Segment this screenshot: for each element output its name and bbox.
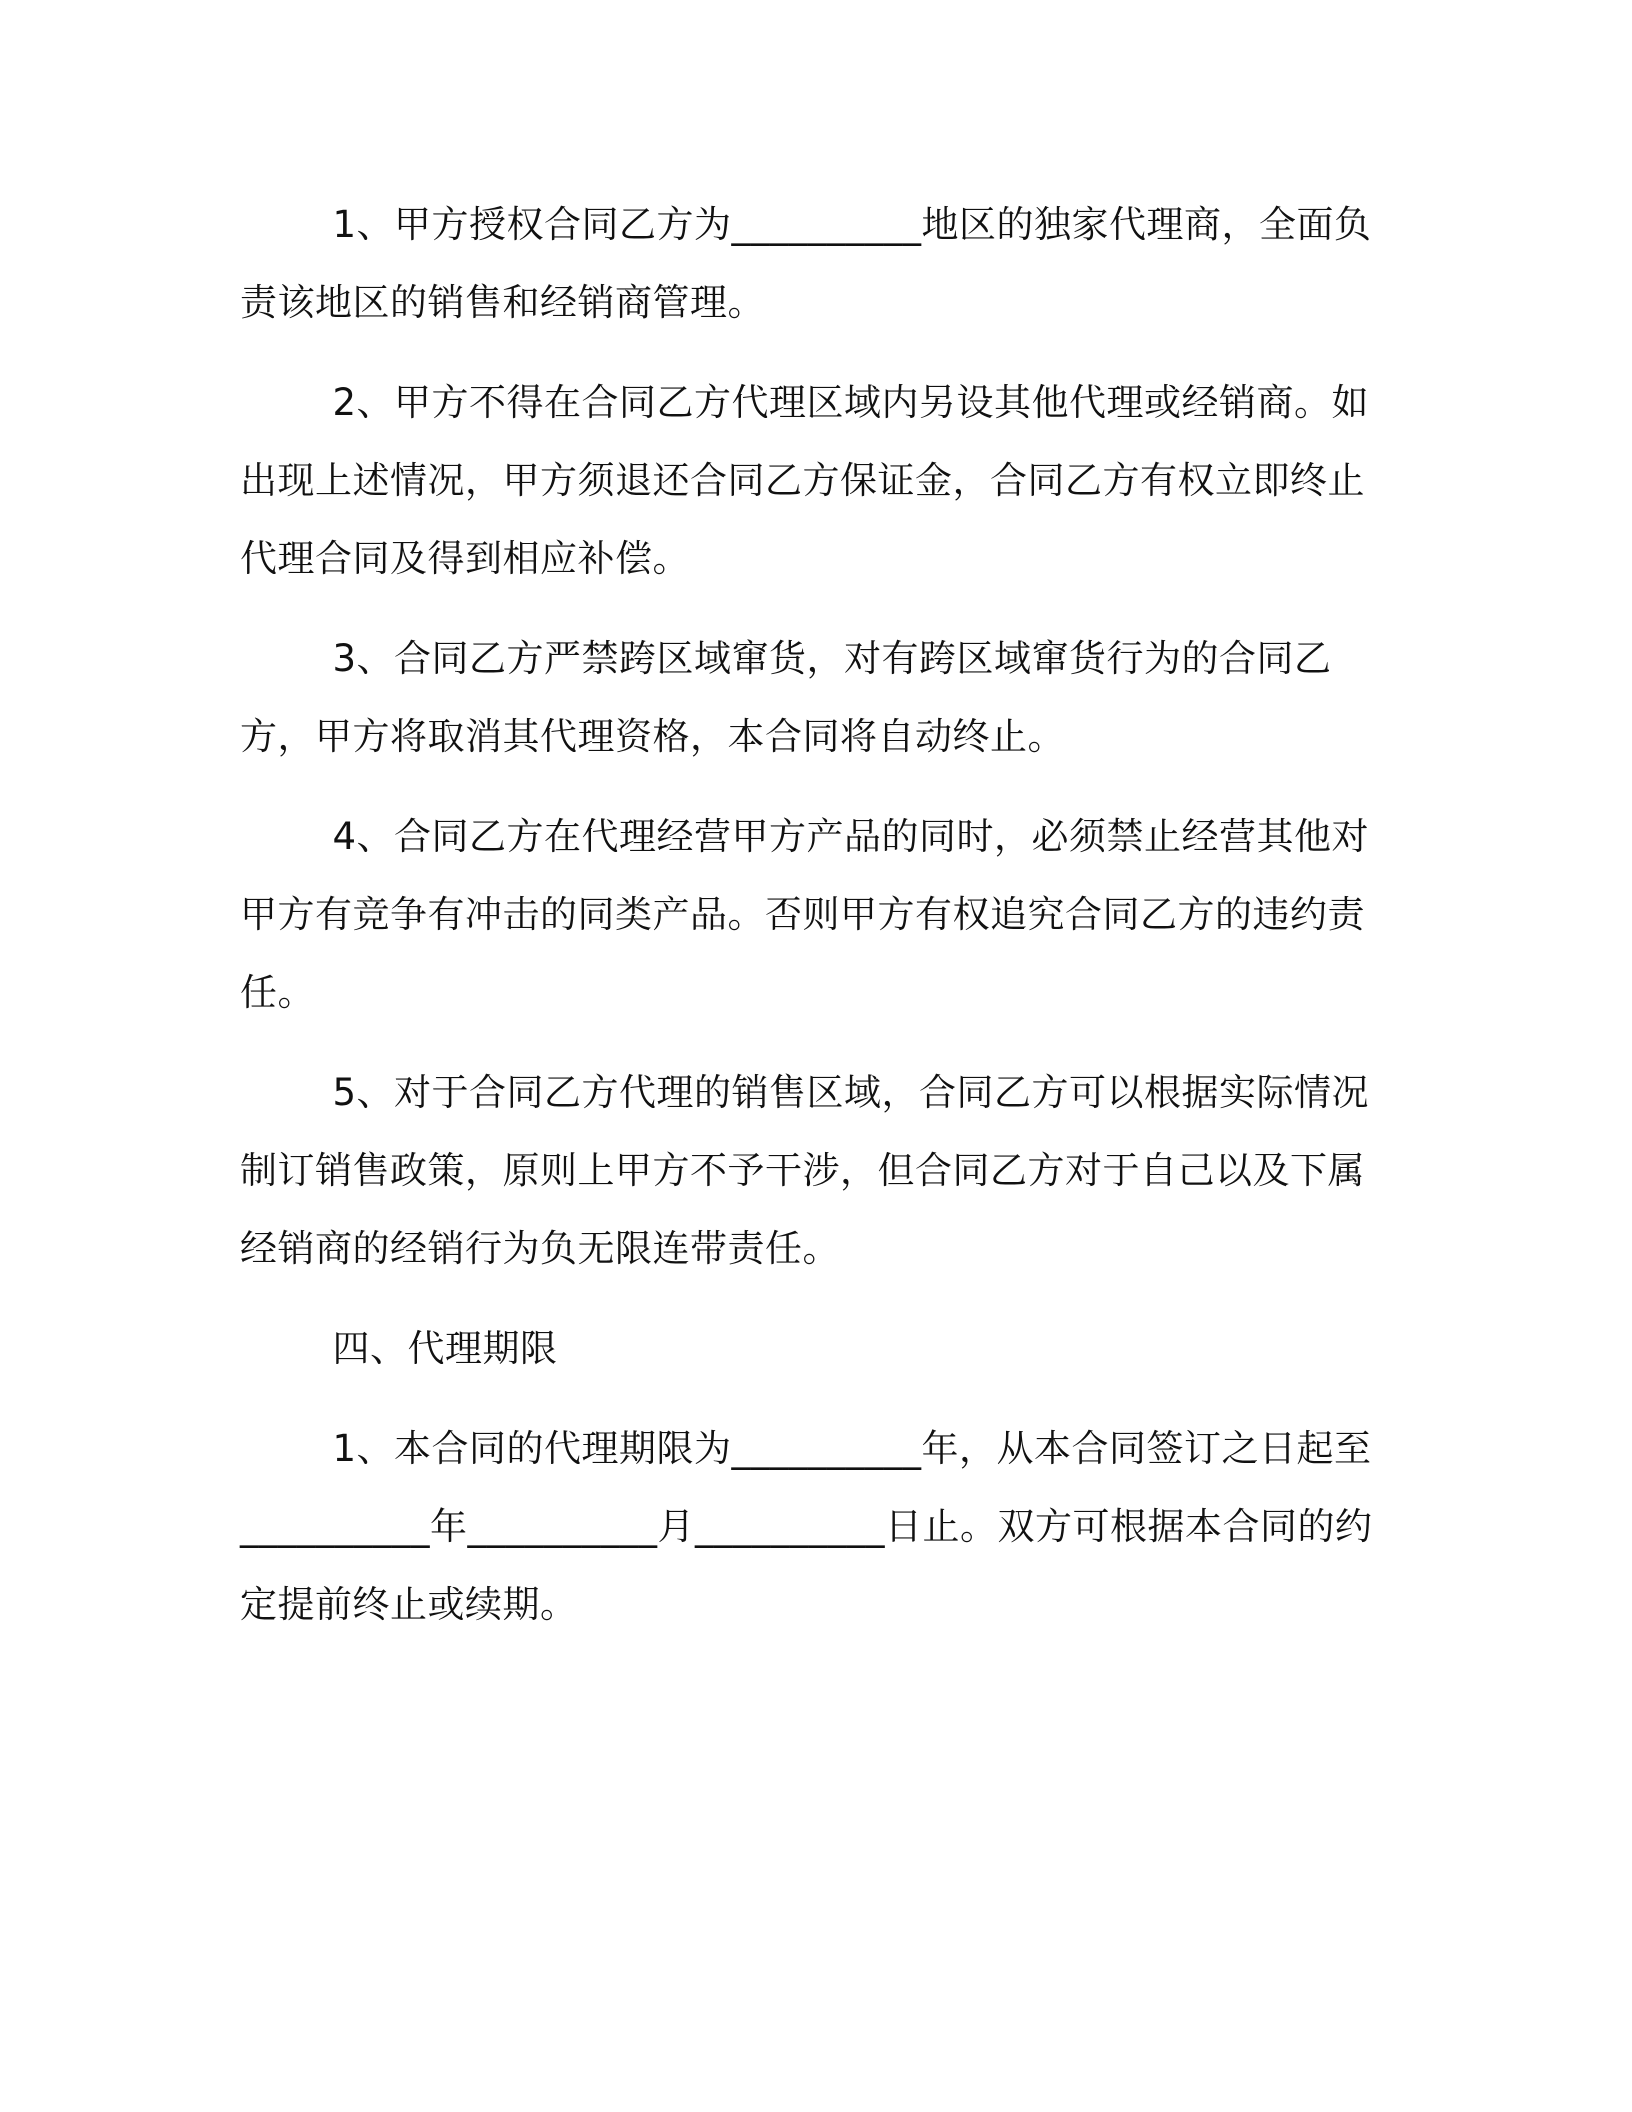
- clause-1-exclusive-agent: 1、甲方授权合同乙方为__________地区的独家代理商，全面负责该地区的销售和经销商管理。: [240, 203, 1372, 324]
- clause-2-no-other-agents: 2、甲方不得在合同乙方代理区域内另设其他代理或经销商。如出现上述情况，甲方须退还合同乙方保证金，合同乙方有权立即终止代理合同及得到相应补偿。: [240, 381, 1370, 580]
- clause-4-non-compete: 4、合同乙方在代理经营甲方产品的同时，必须禁止经营其他对甲方有竞争有冲击的同类产品。否则甲方有权追究合同乙方的违约责任。: [240, 815, 1370, 1014]
- term-clause-1-duration: 1、本合同的代理期限为__________年，从本合同签订之日起至__________年__________月__________日止。双方可根据本合同的约定提前终止或续期。: [240, 1427, 1373, 1626]
- clause-5-sales-policy: 5、对于合同乙方代理的销售区域，合同乙方可以根据实际情况制订销售政策，原则上甲方不予干涉，但合同乙方对于自己以及下属经销商的经销行为负无限连带责任。: [240, 1071, 1370, 1270]
- document-body: [240, 186, 1390, 1666]
- clause-3-cross-region-ban: 3、合同乙方严禁跨区域窜货，对有跨区域窜货行为的合同乙方，甲方将取消其代理资格，本合同将自动终止。: [240, 637, 1332, 758]
- section-heading-agency-term: 四、代理期限: [332, 1327, 558, 1370]
